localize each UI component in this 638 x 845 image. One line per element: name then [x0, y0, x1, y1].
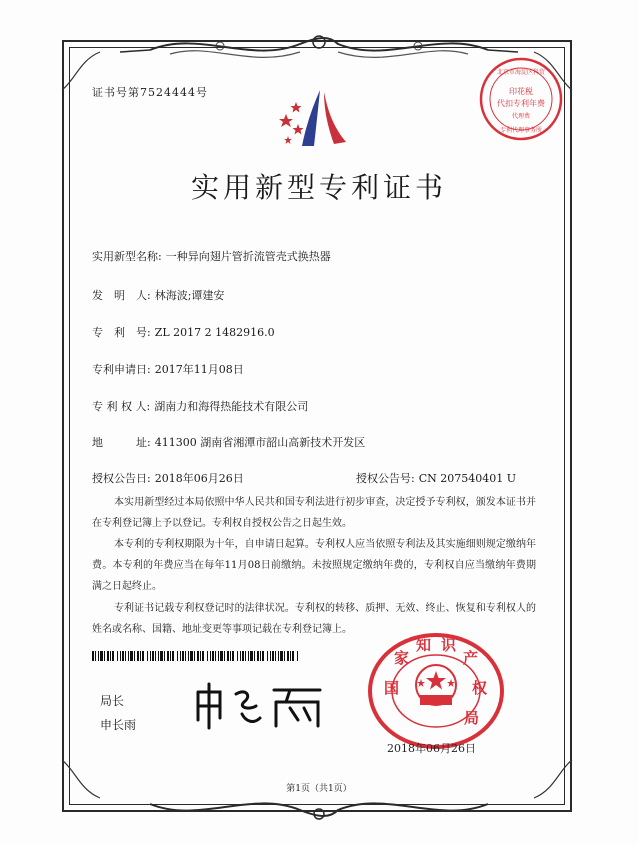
field-filing-date: [92, 361, 244, 377]
svg-text:国: 国: [384, 679, 400, 697]
seal-date: 2018年06月26日: [387, 742, 476, 755]
field-grant-number: [356, 470, 516, 486]
svg-text:知: 知: [416, 636, 432, 654]
owner-label: 专 利 权 人:: [92, 400, 151, 413]
inventor-label: 发 明 人:: [92, 289, 151, 302]
grant-number-value: CN 207540401 U: [418, 472, 517, 485]
paragraph-1: 本实用新型经过本局依照中华人民共和国专利法进行初步审查，决定授予专利权，颁发本证书并在专利登记簿上予以登记。专利权自授权公告之日起生效。: [92, 497, 536, 529]
address-label: 地 址:: [92, 436, 151, 449]
patent-number-label: 专 利 号:: [92, 326, 151, 339]
owner-value: 湖南力和海得热能技术有限公司: [154, 400, 309, 413]
field-patent-number: [92, 324, 275, 340]
inventor-value: 林海波;谭建安: [154, 289, 225, 302]
director-title: 局长: [100, 694, 125, 708]
svg-text:权: 权: [472, 679, 488, 697]
field-owner: [92, 398, 308, 414]
grant-number-label: 授权公告号:: [356, 472, 415, 485]
svg-text:专利代理事务所: 专利代理事务所: [499, 127, 543, 134]
grant-date-value: 2018年06月26日: [154, 472, 244, 485]
paragraph-2: 本专利的专利权期限为十年，自申请日起算。专利权人应当依照专利法及其实施细则规定缴纳年费。本专利的年费应当在每年11月08日前缴纳。未按照规定缴纳年费的，专利权自应当缴纳年费期满之日起终止。: [92, 539, 536, 592]
svg-text:北京市海淀区科贸: 北京市海淀区科贸: [496, 69, 546, 76]
svg-text:识: 识: [441, 636, 457, 654]
address-value: 411300 湖南省湘潭市韶山高新技术开发区: [154, 436, 366, 449]
filing-date-label: 专利申请日:: [92, 363, 151, 376]
certificate-title: 实用新型专利证书: [190, 171, 447, 204]
patent-office-logo-icon: [276, 84, 360, 150]
official-seal: [366, 633, 506, 753]
field-name: [92, 248, 331, 264]
barcode: [92, 651, 302, 661]
grant-date-label: 授权公告日:: [92, 472, 151, 485]
certificate-number: 证书号第7524444号: [92, 86, 208, 99]
name-label: 实用新型名称:: [92, 250, 162, 263]
svg-text:家: 家: [394, 649, 410, 667]
page-footer: 第1页（共1页）: [286, 784, 352, 794]
patent-number-value: ZL 2017 2 1482916.0: [154, 326, 275, 339]
director-signature: [190, 680, 330, 730]
paragraph-3: 专利证书记载专利权登记时的法律状况。专利权的转移、质押、无效、终止、恢复和专利权人的姓名或名称、国籍、地址变更等事项记载在专利登记簿上。: [92, 603, 536, 635]
field-inventor: [92, 287, 224, 303]
svg-text:局: 局: [464, 709, 480, 727]
svg-text:产: 产: [463, 649, 479, 667]
director-name: 申长雨: [100, 718, 137, 732]
field-address: [92, 434, 365, 450]
agency-stamp: [478, 56, 564, 142]
svg-text:印花税: 印花税: [509, 87, 533, 96]
svg-text:代扣专利年费: 代扣专利年费: [497, 99, 545, 108]
field-grant-date: [92, 470, 244, 486]
filing-date-value: 2017年11月08日: [154, 363, 244, 376]
name-value: 一种异向翅片管折流管壳式换热器: [165, 250, 331, 263]
svg-text:代理费: 代理费: [511, 113, 531, 120]
